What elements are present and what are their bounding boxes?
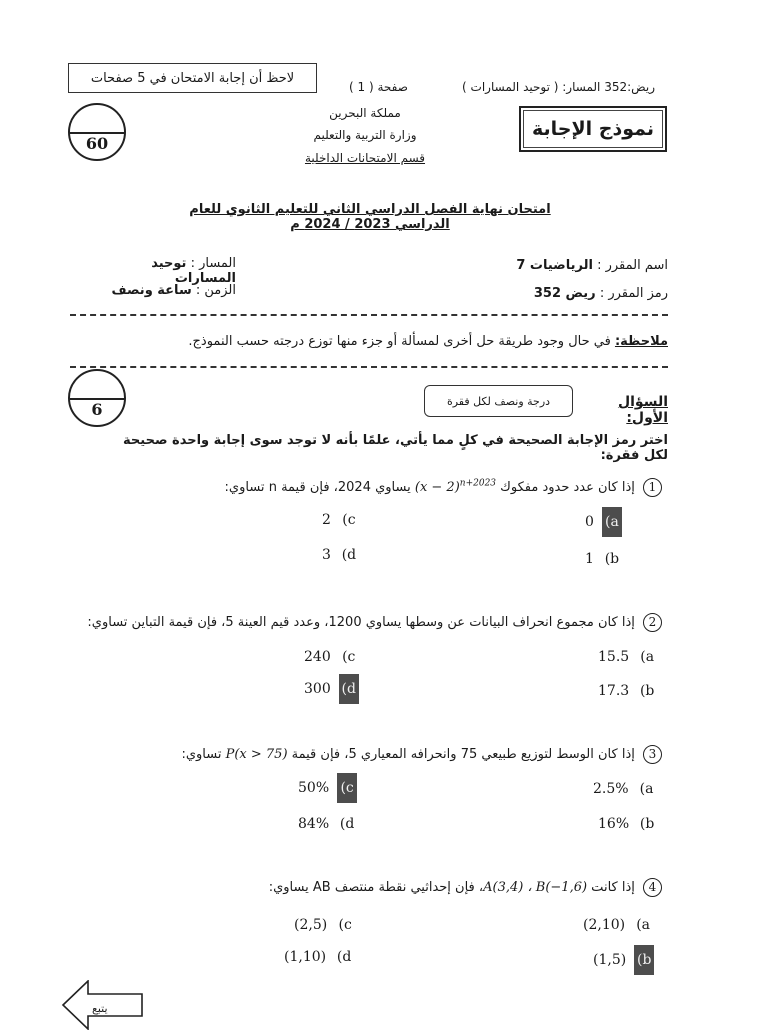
item-2-option-b-letter: (b [639,683,655,699]
course-name-value: الرياضيات 7 [516,258,593,273]
item-4-option-b-value: (1,5) [593,952,627,968]
separator-2 [70,366,668,368]
item-3-option-c-letter: (c [337,773,357,803]
item-1-option-a[interactable] [585,507,622,537]
item-3-option-b-letter: (b [639,816,655,832]
item-1-math-base: (x − 2) [414,480,460,495]
item-4-option-c-letter: (c [338,917,352,933]
marks-note-text: درجة ونصف لكل فقرة [446,394,551,408]
time-row [90,283,236,298]
item-1-option-c[interactable] [322,505,359,535]
pages-note-text: لاحظ أن إجابة الامتحان في 5 صفحات [90,70,295,86]
item-3-option-c[interactable] [298,773,357,803]
item-1-option-d[interactable] [322,540,359,570]
question-title: السؤال الأول: [617,394,668,426]
item-2-option-b-value: 17.3 [598,683,630,699]
time-label: الزمن : [195,283,236,298]
item-3-text-post: تساوي: [181,747,226,762]
note-label: ملاحظة: [614,334,668,349]
item-1-option-b[interactable] [585,544,622,574]
pages-note-box [68,63,317,93]
item-3-option-a[interactable] [593,774,657,804]
continue-label: يتبع [92,1002,108,1015]
item-1-math [415,480,496,495]
page-number-label: صفحة ( 1 ) [349,80,408,94]
note-row [150,334,668,349]
item-3-number: 3 [643,745,662,764]
item-3-option-d-value: 84% [298,816,330,832]
item-4-text [180,878,662,897]
track-value: توحيد المسارات [151,256,236,286]
marks-note-box [424,385,573,417]
course-code-value: ريض 352 [533,286,596,301]
item-3-option-d-letter: (d [339,816,355,832]
item-4-text-pre: إذا كانت [587,880,635,895]
item-2-option-a-letter: (a [640,649,655,665]
item-1-option-a-letter: (a [602,507,622,537]
exam-title: امتحان نهاية الفصل الدراسي الثاني للتعليم الثانوي للعام الدراسي 2023 / 2024 م [189,202,551,232]
item-2-option-b[interactable] [598,676,657,706]
question-instructions: اختر رمز الإجابة الصحيحة في كلٍ مما يأتي، علمًا بأنه لا توجد سوى إجابة واحدة صحيحة لكل فقرة: [123,433,668,463]
item-2-option-d-value: 300 [304,681,331,697]
item-4-option-c-value: (2,5) [294,917,328,933]
note-text: في حال وجود طريقة حل أخرى لمسألة أو جزء منها توزع درجته حسب النموذج. [188,334,615,349]
item-2-option-d[interactable] [304,674,359,704]
item-4-option-d[interactable] [284,942,354,972]
kingdom-label: مملكة البحرين [329,106,401,120]
item-4-option-b-letter: (b [634,945,654,975]
item-3-option-c-value: 50% [298,780,330,796]
item-3-text-pre: إذا كان الوسط لتوزيع طبيعي 75 وانحرافه المعياري 5، فإن قيمة [287,747,635,762]
item-1-option-b-letter: (b [604,551,620,567]
question-score: 6 [91,400,103,419]
item-1-text-post: يساوي 2024، فإن قيمة n تساوي: [224,480,415,495]
item-1-number: 1 [643,478,662,497]
ministry-label: وزارة التربية والتعليم [313,128,417,142]
item-3-math: P(x > 75) [225,747,288,762]
item-1-option-d-value: 3 [322,547,331,563]
department-label: قسم الامتحانات الداخلية [304,151,426,165]
item-3-option-a-letter: (a [639,781,654,797]
item-2-option-c[interactable] [304,642,359,672]
separator-1 [70,314,668,316]
model-answer-box [519,106,667,152]
item-3-option-b[interactable] [598,809,657,839]
item-3-option-b-value: 16% [598,816,630,832]
item-2-text-body: إذا كان مجموع انحراف البيانات عن وسطها يساوي 1200، وعدد قيم العينة 5، فإن قيمة التباين تساوي: [87,615,635,630]
total-score: 60 [85,134,109,153]
item-1-text [180,478,662,497]
item-4-math: A(3,4) ، B(−1,6) [483,880,588,895]
item-4-option-a[interactable] [583,910,653,940]
item-1-option-c-value: 2 [322,512,331,528]
continue-arrow[interactable] [60,980,150,1030]
item-1-math-sup: n+2023 [459,478,497,489]
time-value: ساعة ونصف [111,283,192,298]
item-4-option-d-value: (1,10) [284,949,327,965]
item-2-number: 2 [643,613,662,632]
item-4-option-b[interactable] [593,945,654,975]
item-4-option-a-letter: (a [636,917,651,933]
track-row [90,256,236,286]
item-2-option-d-letter: (d [339,674,359,704]
item-1-option-d-letter: (d [341,547,357,563]
track-label: المسار : [190,256,236,271]
total-score-circle [68,103,126,161]
item-1-option-c-letter: (c [342,512,356,528]
item-4-option-a-value: (2,10) [583,917,626,933]
item-4-text-post: ، فإن إحداثيي نقطة منتصف AB يساوي: [268,880,484,895]
item-1-text-pre: إذا كان عدد حدود مفكوك [496,480,635,495]
course-code-label: رمز المقرر : [599,286,668,301]
course-name-label: اسم المقرر : [597,258,668,273]
item-2-option-a-value: 15.5 [598,649,630,665]
item-4-number: 4 [643,878,662,897]
item-2-option-a[interactable] [598,642,657,672]
model-answer-title: نموذج الإجابة [532,118,654,140]
item-2-option-c-letter: (c [342,649,356,665]
question-score-circle [68,369,126,427]
item-1-option-b-value: 1 [585,551,594,567]
course-code-row [470,286,668,301]
item-3-option-d[interactable] [298,809,357,839]
item-4-option-d-letter: (d [336,949,352,965]
item-4-option-c[interactable] [294,910,355,940]
course-track-header: ريض:352 المسار: ( توحيد المسارات ) [462,80,655,94]
item-1-option-a-value: 0 [585,514,594,530]
item-3-text [150,745,662,764]
item-2-text [80,613,662,632]
item-2-option-c-value: 240 [304,649,331,665]
item-3-option-a-value: 2.5% [593,781,629,797]
course-name-row [470,258,668,273]
